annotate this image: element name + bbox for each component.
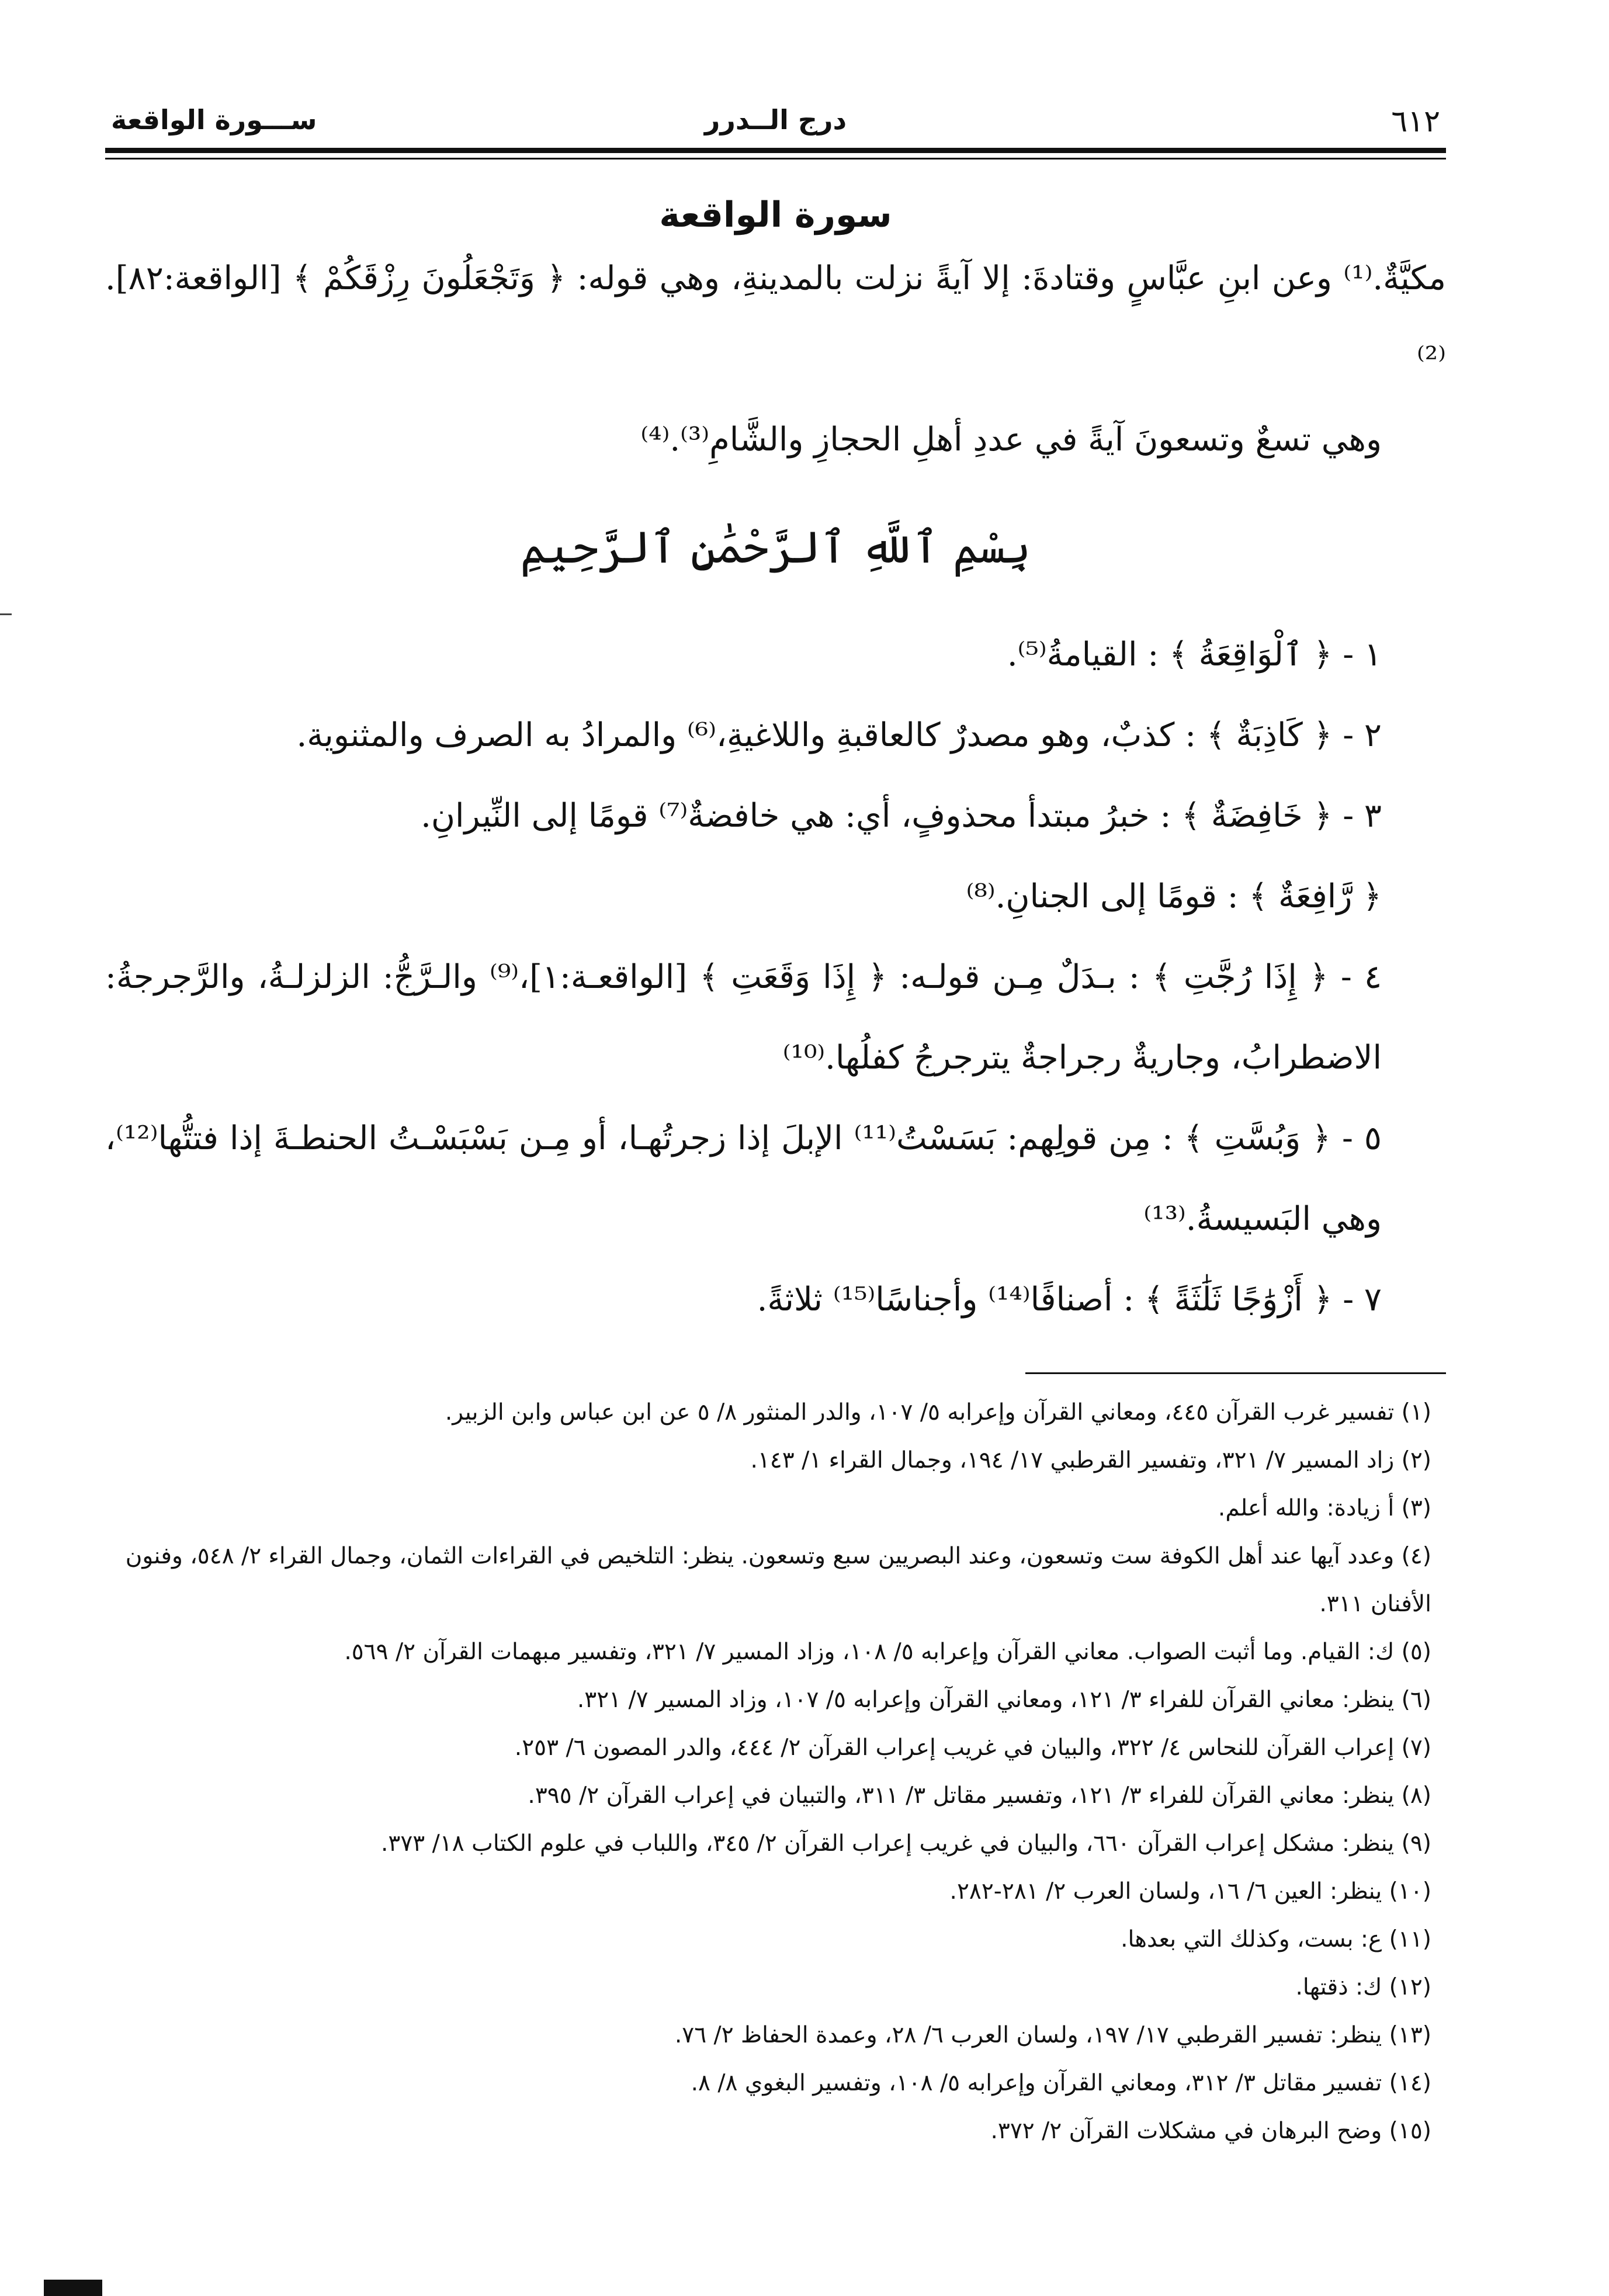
footnote: (١٤) تفسير مقاتل ٣/ ٣١٢، ومعاني القرآن وإعرابه ٥/ ١٠٨، وتفسير البغوي ٨/ ٨. [691, 2070, 1431, 2096]
verse-paragraph: ٥ - ﴿ وَبُسَّتِ ﴾ : مِن قولِهم: بَسَسْتُ⁽¹¹⁾ الإبلَ إذا زجرتُهـا، أو مِـن بَسْبَسْـتُ الحنطـةَ إذا فتتُّها⁽¹²⁾، وهي البَسيسةُ.⁽¹³⁾ [105, 1119, 1382, 1238]
footnote: (٩) ينظر: مشكل إعراب القرآن ٦٦٠، والبيان في غريب إعراب القرآن ٢/ ٣٤٥، واللباب في علوم الكتاب ١٨/ ٣٧٣. [381, 1830, 1431, 1857]
footnotes [105, 1389, 1446, 2155]
verse-paragraph: ٣ - ﴿ خَافِضَةٌ ﴾ : خبرُ مبتدأ محذوفٍ، أي: هي خافضةٌ⁽⁷⁾ قومًا إلى النِّيرانِ. [421, 797, 1382, 835]
verse-paragraph: ١ - ﴿ ٱلْوَاقِعَةُ ﴾ : القيامةُ⁽⁵⁾. [1007, 636, 1382, 674]
footnote: (١٠) ينظر: العين ٦/ ١٦، ولسان العرب ٢/ ٢٨١-٢٨٢. [949, 1878, 1431, 1905]
scan-mark [0, 613, 12, 615]
surah-title: سورة الواقعة [659, 195, 892, 235]
page-number: ٦١٢ [1391, 104, 1440, 139]
book-page [105, 88, 1446, 2284]
running-header [105, 88, 1446, 143]
footnote-separator [1025, 1372, 1446, 1374]
header-rule-thin [105, 158, 1446, 159]
intro-paragraph: مكيَّةٌ.⁽¹⁾ وعن ابنِ عبَّاسٍ وقتادةَ: إلا آيةً نزلت بالمدينةِ، وهي قوله: ﴿ وَتَجْعَلُونَ رِزْقَكُمْ ﴾ [الواقعة:٨٢].⁽²⁾ [105, 259, 1446, 378]
surah-running-title: ســـورة الواقعة [111, 104, 317, 136]
book-title: درج الــدرر [704, 104, 847, 136]
footnote: (٥) ك: القيام. وما أثبت الصواب. معاني القرآن وإعرابه ٥/ ١٠٨، وزاد المسير ٧/ ٣٢١، وتفسير مبهمات القرآن ٢/ ٥٦٩. [344, 1639, 1431, 1665]
footnote: (١١) ع: بست، وكذلك التي بعدها. [1121, 1926, 1431, 1952]
verse-paragraph: ٧ - ﴿ أَزْوَٰجًا ثَلَٰثَةً ﴾ : أصنافًا⁽¹⁴⁾ وأجناسًا⁽¹⁵⁾ ثلاثةً. [757, 1281, 1382, 1319]
footnote: (٣) أ زيادة: والله أعلم. [1218, 1495, 1431, 1521]
verse-paragraph: ﴿ رَّافِعَةٌ ﴾ : قومًا إلى الجنانِ.⁽⁸⁾ [966, 878, 1382, 915]
footnote: (١٢) ك: ذقتها. [1295, 1974, 1431, 2000]
footnote: (٧) إعراب القرآن للنحاس ٤/ ٣٢٢، والبيان في غريب إعراب القرآن ٢/ ٤٤٤، والدر المصون ٦/ ٢٥٣. [514, 1735, 1431, 1761]
footnote: (١٣) ينظر: تفسير القرطبي ١٧/ ١٩٧، ولسان العرب ٦/ ٢٨، وعمدة الحفاظ ٢/ ٧٦. [674, 2022, 1431, 2048]
footnote: (١٥) وضح البرهان في مشكلات القرآن ٢/ ٣٧٢. [990, 2118, 1431, 2144]
footnote: (٦) ينظر: معاني القرآن للفراء ٣/ ١٢١، ومعاني القرآن وإعرابه ٥/ ١٠٧، وزاد المسير ٧/ ٣٢١. [577, 1687, 1431, 1713]
footnote: (٨) ينظر: معاني القرآن للفراء ٣/ ١٢١، وتفسير مقاتل ٣/ ٣١١، والتبيان في إعراب القرآن ٢/ ٣٩٥. [528, 1782, 1431, 1809]
main-text [105, 238, 1446, 1340]
verse-count-paragraph: وهي تسعٌ وتسعونَ آيةً في عددِ أهلِ الحجازِ والشَّامِ⁽³⁾.⁽⁴⁾ [640, 421, 1382, 459]
verse-paragraph: ٤ - ﴿ إِذَا رُجَّتِ ﴾ : بـدَلٌ مِـن قولـه: ﴿ إِذَا وَقَعَتِ ﴾ [الواقعـة:١]،⁽⁹⁾ والـرَّجُّ: الزلزلـةُ، والرَّجرجةُ: الاضطرابُ، وجاريةٌ رجراجةٌ يترجرجُ كفلُها.⁽¹⁰⁾ [105, 958, 1382, 1077]
footnote: (١) تفسير غرب القرآن ٤٤٥، ومعاني القرآن وإعرابه ٥/ ١٠٧، والدر المنثور ٨/ ٥ عن ابن عباس وابن الزبير. [445, 1399, 1431, 1426]
scan-edge-mark [44, 2280, 102, 2296]
footnote: (٤) وعدد آيها عند أهل الكوفة ست وتسعون، وعند البصريين سبع وتسعون. ينظر: التلخيص في القراءات الثمان، وجمال القراء ٢/ ٥٤٨، وفنون الأفنان ٣١١. [125, 1543, 1431, 1617]
header-rule-thick [105, 148, 1446, 153]
footnote: (٢) زاد المسير ٧/ ٣٢١، وتفسير القرطبي ١٧/ ١٩٤، وجمال القراء ١/ ١٤٣. [750, 1447, 1431, 1473]
basmala: بِسْمِ ٱللَّهِ ٱلرَّحْمَٰنِ ٱلرَّحِيمِ [520, 521, 1031, 573]
verse-paragraph: ٢ - ﴿ كَاذِبَةٌ ﴾ : كذبٌ، وهو مصدرٌ كالعاقبةِ واللاغيةِ،⁽⁶⁾ والمرادُ به الصرف والمثنوية. [296, 716, 1382, 754]
